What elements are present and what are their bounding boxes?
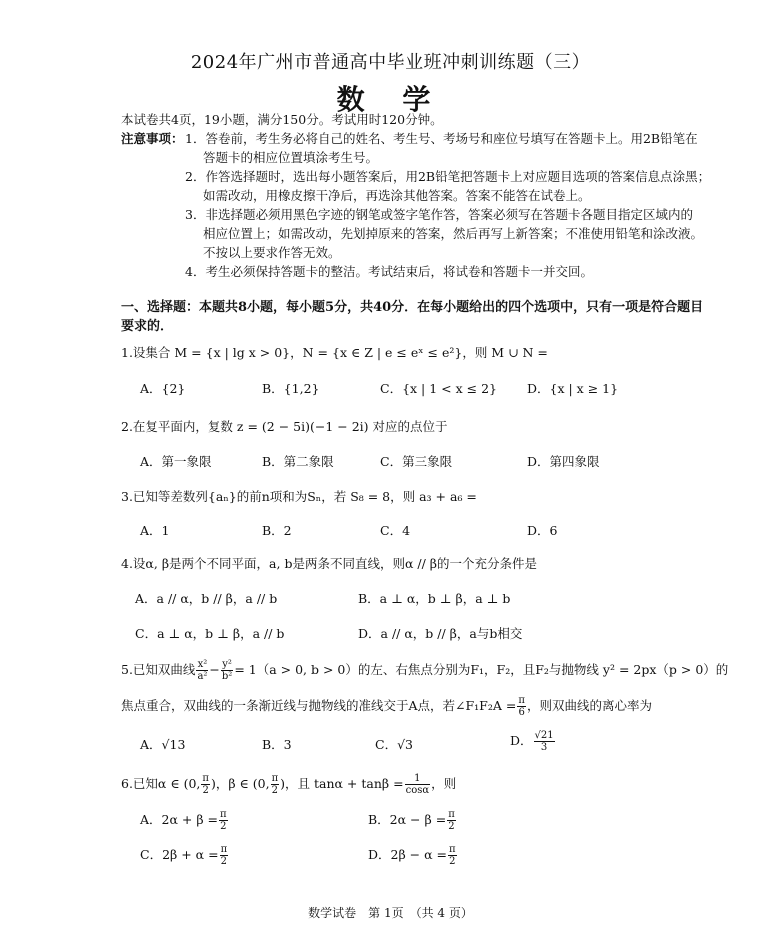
- exam-title: 2024年广州市普通高中毕业班冲刺训练题（三）: [190, 52, 591, 73]
- section-heading-cont: 要求的．: [121, 319, 174, 334]
- question-1-option-a[interactable]: A．{2}: [140, 381, 186, 396]
- question-6-option-a[interactable]: A．2α + β = $\frac{\pi}{2}$: [140, 809, 227, 832]
- page-footer: 数学试卷 第 1页 （共 4 页）: [308, 906, 473, 920]
- question-2-option-c[interactable]: C．第三象限: [380, 454, 453, 469]
- fraction: $\frac{\pi}{2}$: [449, 844, 456, 867]
- fraction: $\frac{\pi}{2}$: [271, 773, 279, 796]
- notes-label: 注意事项：: [121, 131, 184, 146]
- question-6-stem: 6.已知α ∈ (0, $\frac{\pi}{2}$ )，β ∈ (0, $\frac{\pi}{2}$ )，且 tanα + tanβ = $\frac{1}{\cos\alpha}$ ，则: [121, 773, 457, 796]
- note-2-cont: 如需改动，用橡皮擦干净后，再选涂其他答案。答案不能答在试卷上。: [203, 188, 591, 203]
- note-1-cont: 答题卡的相应位置填涂考生号。: [203, 150, 379, 165]
- intro-text: 本试卷共4页，19小题，满分150分。考试用时120分钟。: [121, 112, 443, 127]
- question-2-option-a[interactable]: A．第一象限: [140, 454, 212, 469]
- question-1-option-d[interactable]: D．{x | x ≥ 1}: [527, 381, 619, 396]
- fraction: $\frac{\pi}{2}$: [202, 773, 209, 796]
- question-2-option-d[interactable]: D．第四象限: [527, 454, 600, 469]
- question-3-option-b[interactable]: B．2: [262, 523, 292, 538]
- note-2: 2．作答选择题时，选出每小题答案后，用2B铅笔把答题卡上对应题目选项的答案信息点涂黑；: [185, 169, 711, 184]
- question-5-option-a[interactable]: A．√13: [140, 737, 186, 752]
- question-3-option-c[interactable]: C．4: [380, 523, 411, 538]
- question-6-option-d[interactable]: D．2β − α = $\frac{\pi}{2}$: [368, 844, 456, 867]
- fraction: $\frac{1}{\cos\alpha}$: [405, 773, 430, 796]
- fraction: $\frac{\pi}{2}$: [220, 844, 228, 867]
- question-3-option-d[interactable]: D．6: [527, 523, 558, 538]
- fraction: $\frac{\pi}{2}$: [220, 809, 227, 832]
- note-3: 3．非选择题必须用黑色字迹的钢笔或签字笔作答，答案必须写在答题卡各题目指定区域内的: [185, 207, 693, 222]
- question-1-stem: 1.设集合 M = {x | lg x > 0}，N = {x ∈ Z | e ≤ eˣ ≤ e²}，则 M ∪ N =: [121, 345, 548, 360]
- question-5-stem: 5.已知双曲线 $\frac{\text{x²}}{\text{a²}}$ − $\frac{\text{y²}}{\text{b²}}$ = 1（a > 0, b > 0）的左、右焦点分别为F₁，F₂，且F₂与抛物线 y² = 2px（p > 0）的: [121, 659, 729, 682]
- question-5-option-b[interactable]: B．3: [262, 737, 292, 752]
- fraction: $\frac{√21}{3}$: [534, 730, 554, 753]
- fraction: $\frac{\text{y²}}{\text{b²}}$: [221, 659, 233, 682]
- question-5-option-c[interactable]: C．√3: [375, 737, 413, 752]
- note-3-cont: 相应位置上；如需改动，先划掉原来的答案，然后再写上新答案；不准使用铅笔和涂改液。: [203, 226, 704, 241]
- fraction: $\frac{\pi}{2}$: [448, 809, 455, 832]
- question-6-option-b[interactable]: B．2α − β = $\frac{\pi}{2}$: [368, 809, 455, 832]
- question-4-option-a[interactable]: A．a // α，b // β，a // b: [135, 591, 278, 606]
- note-1: 1．答卷前，考生务必将自己的姓名、考生号、考场号和座位号填写在答题卡上。用2B铅笔在: [185, 131, 698, 146]
- question-3-option-a[interactable]: A．1: [140, 523, 170, 538]
- question-4-option-c[interactable]: C．a ⊥ α，b ⊥ β，a // b: [135, 626, 285, 641]
- question-4-stem: 4.设α, β是两个不同平面，a, b是两条不同直线，则α // β的一个充分条件是: [121, 556, 537, 571]
- question-2-option-b[interactable]: B．第二象限: [262, 454, 334, 469]
- question-5-stem-cont: 焦点重合，双曲线的一条渐近线与抛物线的准线交于A点，若∠F₁F₂A = $\frac{\pi}{6}$ ，则双曲线的离心率为: [121, 695, 652, 718]
- question-4-option-d[interactable]: D．a // α，b // β，a与b相交: [358, 626, 523, 641]
- question-3-stem: 3.已知等差数列{aₙ}的前n项和为Sₙ，若 S₈ = 8，则 a₃ + a₆ =: [121, 489, 477, 504]
- fraction: $\frac{\pi}{6}$: [518, 695, 525, 718]
- note-3-cont2: 不按以上要求作答无效。: [203, 245, 341, 260]
- question-4-option-b[interactable]: B．a ⊥ α，b ⊥ β，a ⊥ b: [358, 591, 511, 606]
- subject-heading: 数 学: [336, 83, 445, 116]
- question-2-stem: 2.在复平面内，复数 z = (2 − 5i)(−1 − 2i) 对应的点位于: [121, 419, 448, 434]
- section-heading: 一、选择题：本题共8小题，每小题5分，共40分．在每小题给出的四个选项中，只有一项是符合题目: [121, 300, 704, 315]
- fraction: $\frac{\text{x²}}{\text{a²}}$: [197, 659, 208, 682]
- question-5-option-d[interactable]: D． $\frac{√21}{3}$: [510, 730, 554, 753]
- question-1-option-c[interactable]: C．{x | 1 < x ≤ 2}: [380, 381, 497, 396]
- question-6-option-c[interactable]: C．2β + α = $\frac{\pi}{2}$: [140, 844, 228, 867]
- note-4: 4．考生必须保持答题卡的整洁。考试结束后，将试卷和答题卡一并交回。: [185, 264, 593, 279]
- question-1-option-b[interactable]: B．{1,2}: [262, 381, 320, 396]
